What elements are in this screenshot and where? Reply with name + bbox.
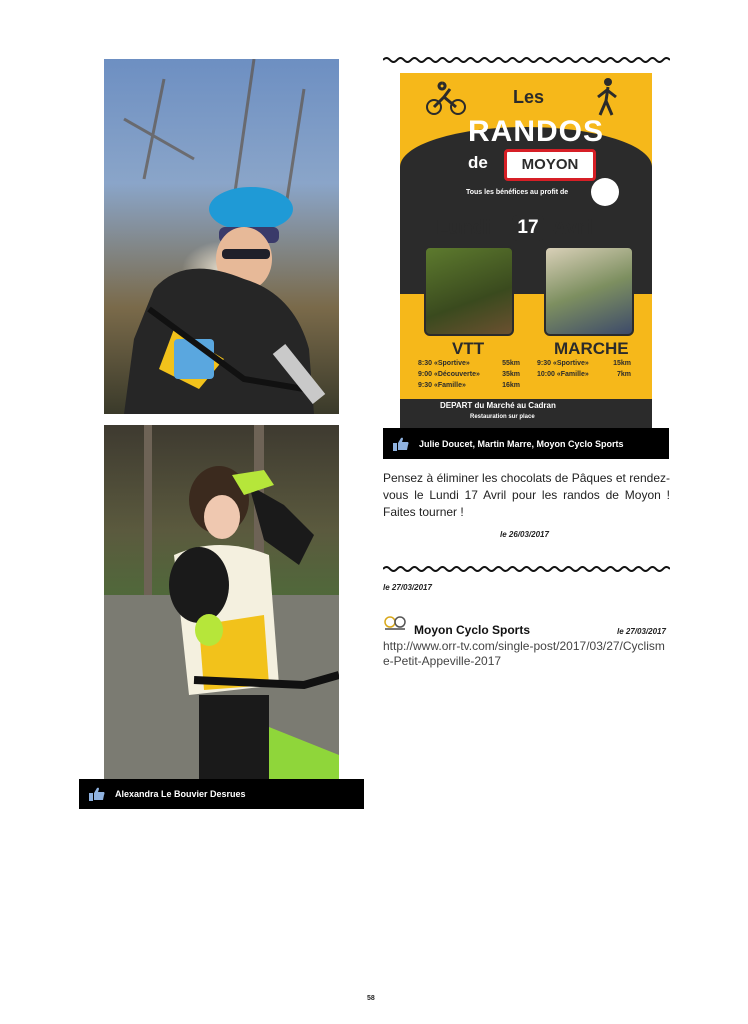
poster-moyon-label: MOYON — [504, 149, 596, 181]
poster-caption-bar — [383, 428, 669, 459]
poster-randos: RANDOS — [468, 115, 605, 148]
post2-date-header: le 27/03/2017 — [383, 583, 432, 592]
poster-avril: Avril — [552, 217, 596, 239]
poster-de: de — [468, 153, 488, 172]
club-logo-icon[interactable] — [383, 613, 407, 631]
poster-vtt-photo — [424, 246, 514, 336]
wavy-separator-middle — [383, 565, 670, 573]
poster-vtt-title: VTT — [452, 339, 485, 358]
poster-beneficiary: Tous les bénéfices au profit de — [466, 189, 569, 196]
vtt-schedule — [418, 358, 520, 391]
post2-link[interactable]: http://www.orr-tv.com/single-post/2017/03/27/Cyclisme-Petit-Appeville-2017 — [383, 639, 665, 668]
poster-day: 17 — [512, 215, 544, 241]
poster-lundi: Lundi — [436, 217, 491, 239]
poster-marche-title: MARCHE — [554, 339, 629, 358]
poster-les: Les — [513, 87, 545, 107]
post2-author[interactable]: Moyon Cyclo Sports — [414, 623, 531, 637]
cyclist-photo-top[interactable] — [104, 59, 339, 414]
cyclist-figure-1 — [104, 59, 339, 414]
poster-restauration: Restauration sur place — [470, 414, 535, 420]
cyclist-figure-2 — [104, 425, 339, 779]
schedule-row: 9:30 «Famille» 16km — [418, 382, 520, 389]
rando-poster[interactable] — [400, 73, 652, 428]
thumbs-up-icon[interactable] — [89, 787, 105, 801]
cyclist-photo-bottom[interactable] — [104, 425, 339, 779]
page-number: 58 — [367, 995, 375, 1002]
cyclist-silhouette-icon — [426, 79, 466, 115]
walker-silhouette-icon — [592, 77, 622, 117]
caption-names: Alexandra Le Bouvier Desrues — [115, 789, 246, 799]
marche-schedule — [537, 358, 631, 380]
thumbs-up-icon[interactable] — [393, 437, 409, 451]
poster-depart: DEPART du Marché au Cadran — [440, 401, 556, 410]
schedule-row: 10:00 «Famille» 7km — [537, 371, 631, 378]
schedule-row: 9:30 «Sportive» 15km — [537, 360, 631, 367]
post-date: le 26/03/2017 — [500, 530, 549, 539]
post2-date: le 27/03/2017 — [617, 627, 666, 636]
caption-names: Julie Doucet, Martin Marre, Moyon Cyclo Sports — [419, 438, 624, 449]
wavy-separator-top — [383, 56, 670, 64]
poster-marche-photo — [544, 246, 634, 336]
schedule-row: 9:00 «Découverte» 35km — [418, 371, 520, 378]
photo-caption-bar — [79, 779, 364, 809]
post-body: Pensez à éliminer les chocolats de Pâques et rendez-vous le Lundi 17 Avril pour les randos de Moyon ! Faites tourner ! — [383, 471, 670, 519]
schedule-row: 8:30 «Sportive» 55km — [418, 360, 520, 367]
association-logo-icon — [591, 178, 619, 206]
